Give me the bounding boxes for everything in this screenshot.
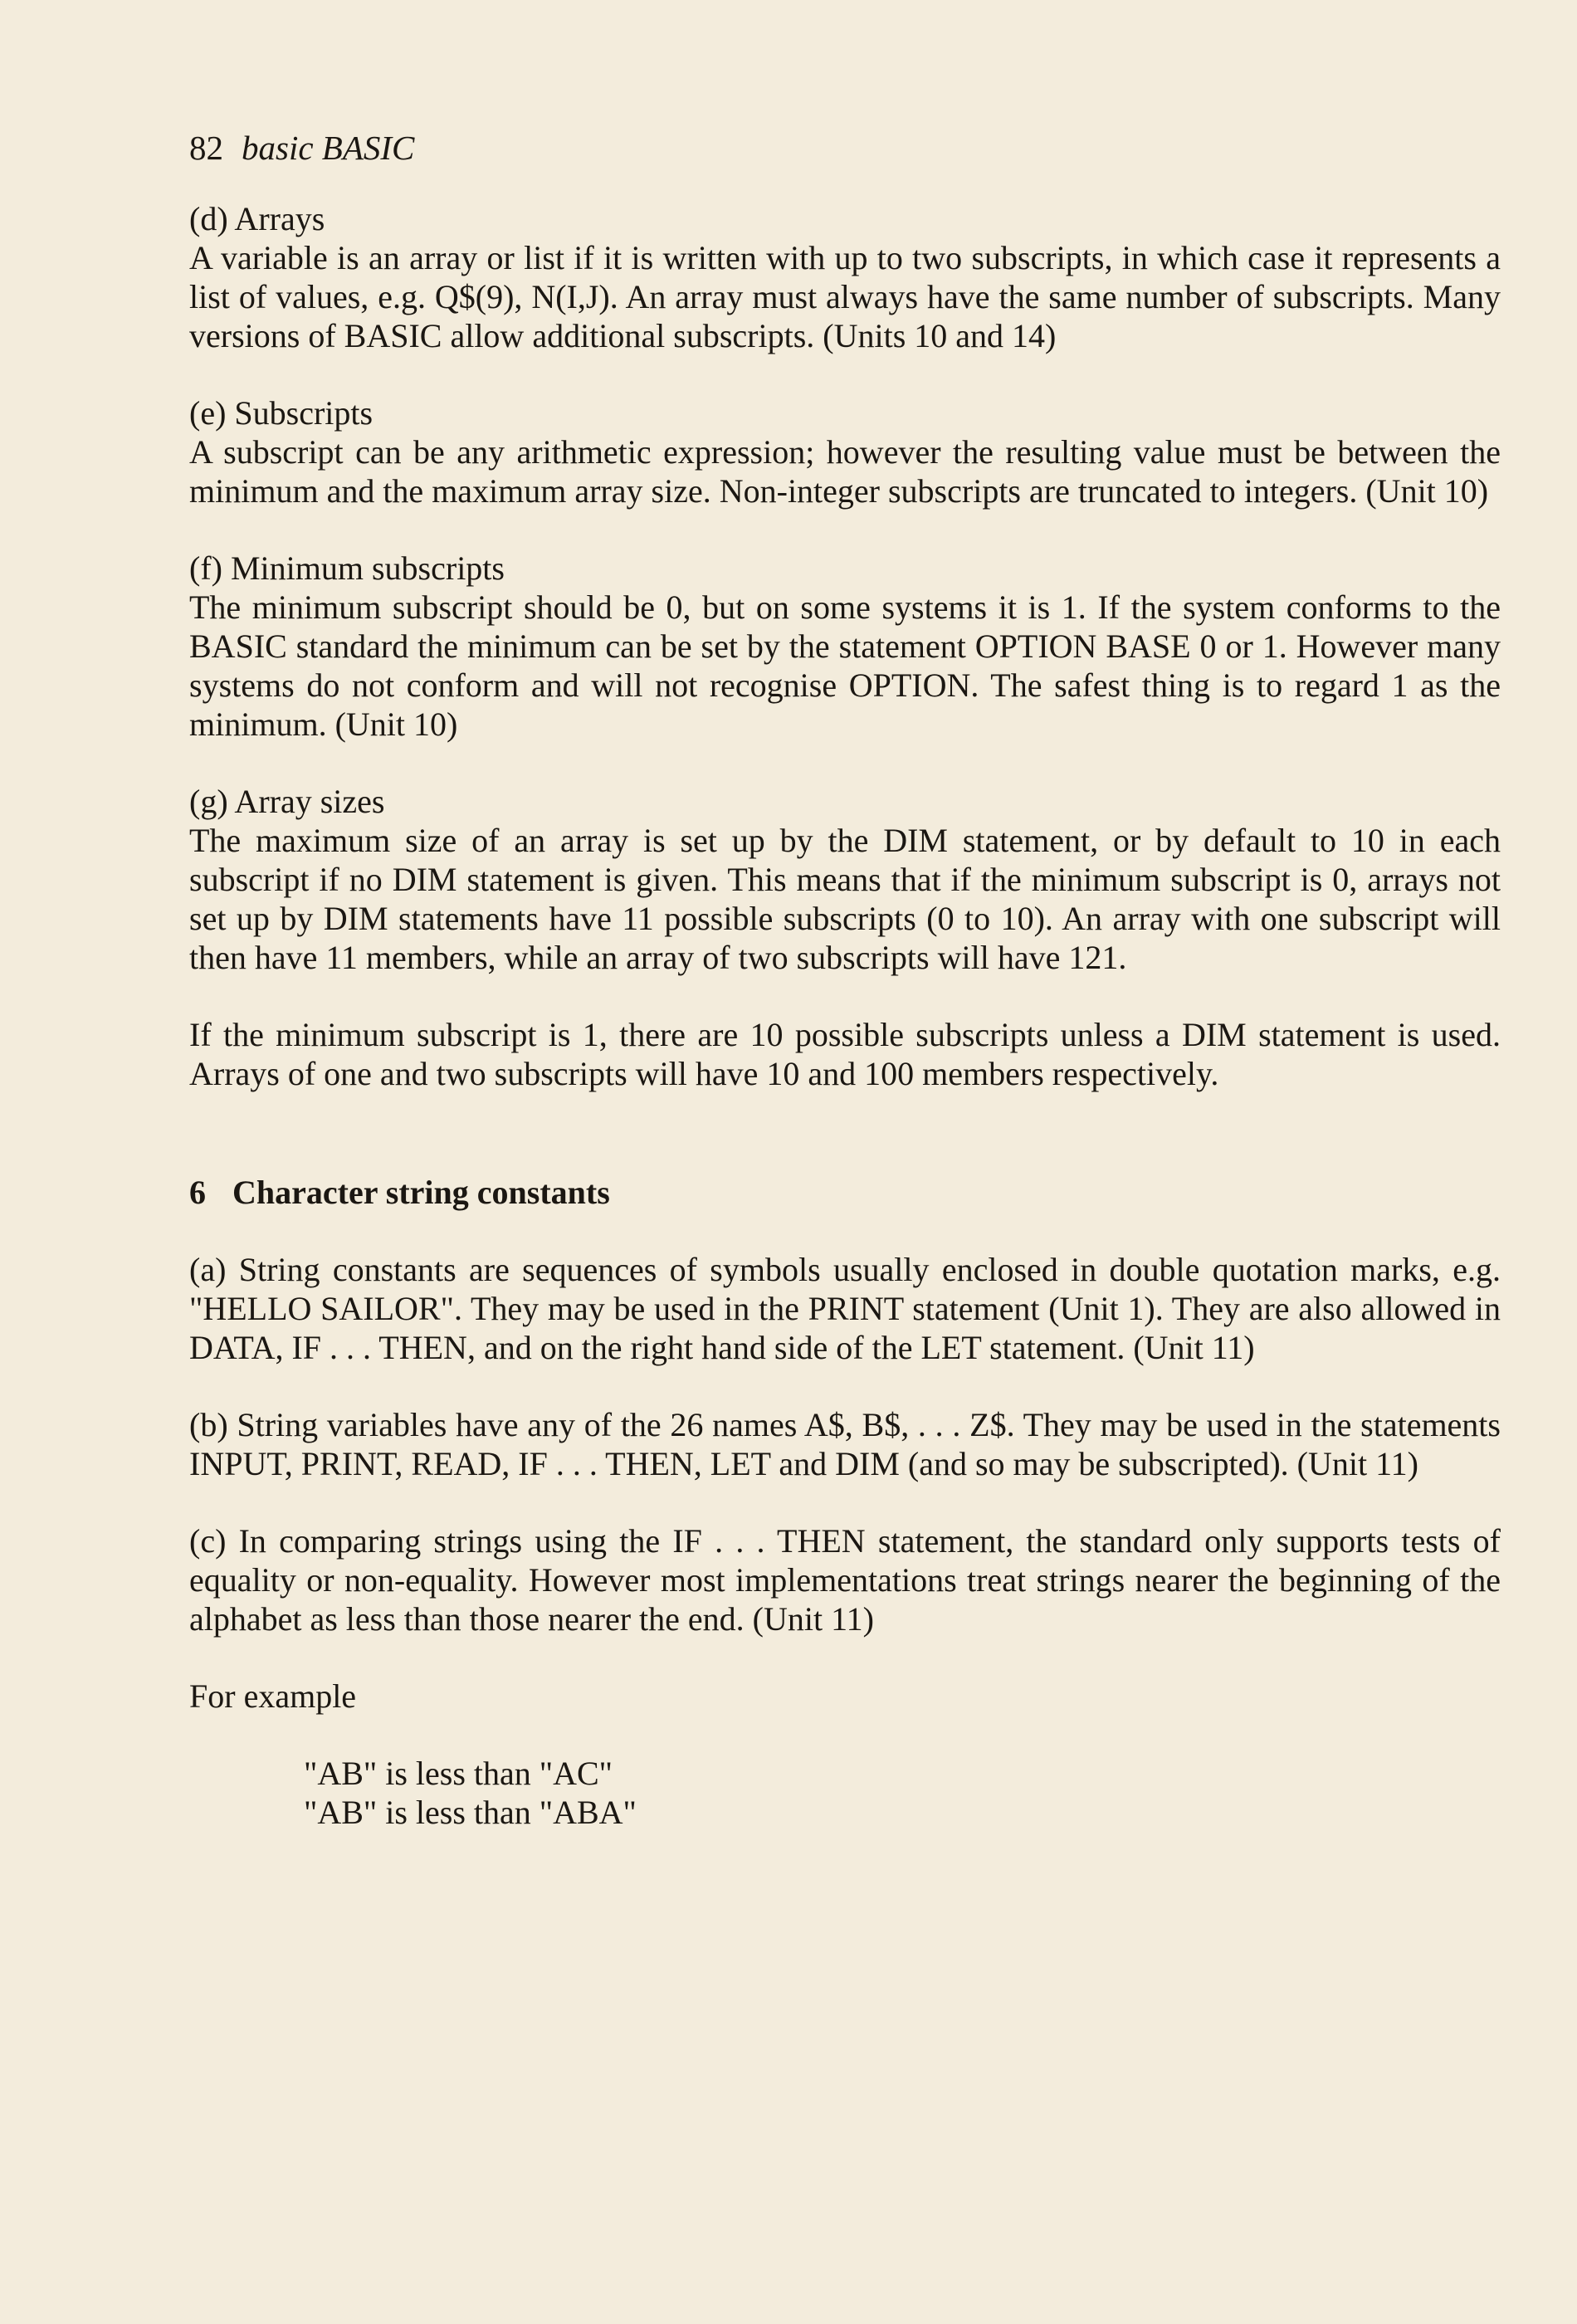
item-heading: (e) Subscripts [189, 394, 374, 432]
section-number: 6 [189, 1174, 206, 1211]
item-paragraph: The minimum subscript should be 0, but on some systems it is 1. If the system conforms to the BASIC standard the minimum can be set by the statement OPTION BASE 0 or 1. However many systems do not conform and will not recognise OPTION. The safest thing is to regard 1 as the minimum. (Unit 10) [189, 588, 1501, 743]
item-subscripts [189, 393, 1501, 510]
section-paragraph: (b) String variables have any of the 26 names A$, B$, . . . Z$. They may be used in the statements INPUT, PRINT, READ, IF . . . THEN, LET and DIM (and so may be subscripted). (Unit 11) [189, 1406, 1501, 1482]
example-line: "AB" is less than "AC" [304, 1755, 613, 1792]
section-paragraph: For example [189, 1677, 357, 1715]
item-paragraph: A variable is an array or list if it is written with up to two subscripts, in which case it represents a list of values, e.g. Q$(9), N(I,J). An array must always have the same number of subscripts. Many versions of BASIC allow additional subscripts. (Units 10 and 14) [189, 239, 1501, 354]
section-heading [189, 1173, 1501, 1212]
section-paragraph: (c) In comparing strings using the IF . . . THEN statement, the standard only supports tests of equality or non-equality. However most implementations treat strings nearer the beginning of the alphabet as less than those nearer the end. (Unit 11) [189, 1522, 1501, 1638]
section-title: Character string constants [232, 1174, 610, 1211]
document-page [189, 124, 1501, 1832]
item-paragraph: The maximum size of an array is set up by the DIM statement, or by default to 10 in each subscript if no DIM statement is given. This means that if the minimum subscript is 0, arrays not set up by DIM statements have 11 possible subscripts (0 to 10). An array with one subscript will then have 11 members, while an array of two subscripts will have 121. [189, 822, 1501, 976]
item-array-sizes [189, 782, 1501, 977]
item-paragraph: If the minimum subscript is 1, there are 10 possible subscripts unless a DIM statement is used. Arrays of one and two subscripts will have 10 and 100 members respectively. [189, 1016, 1501, 1092]
item-heading: (d) Arrays [189, 200, 325, 237]
example-line: "AB" is less than "ABA" [304, 1794, 637, 1831]
page-number: 82 [189, 129, 223, 167]
section-paragraph: (a) String constants are sequences of symbols usually enclosed in double quotation marks, e.g. "HELLO SAILOR". They may be used in the PRINT statement (Unit 1). They are also allowed in DATA, IF . . . THEN, and on the right hand side of the LET statement. (Unit 11) [189, 1251, 1501, 1366]
item-arrays [189, 199, 1501, 355]
item-minimum-subscripts [189, 549, 1501, 744]
running-head [189, 124, 1501, 171]
book-title: basic BASIC [242, 129, 415, 167]
example-list [304, 1754, 1501, 1832]
item-heading: (g) Array sizes [189, 783, 385, 820]
item-paragraph: A subscript can be any arithmetic expression; however the resulting value must be between the minimum and the maximum array size. Non-integer subscripts are truncated to integers. (Unit 10) [189, 433, 1501, 510]
item-heading: (f) Minimum subscripts [189, 549, 505, 587]
